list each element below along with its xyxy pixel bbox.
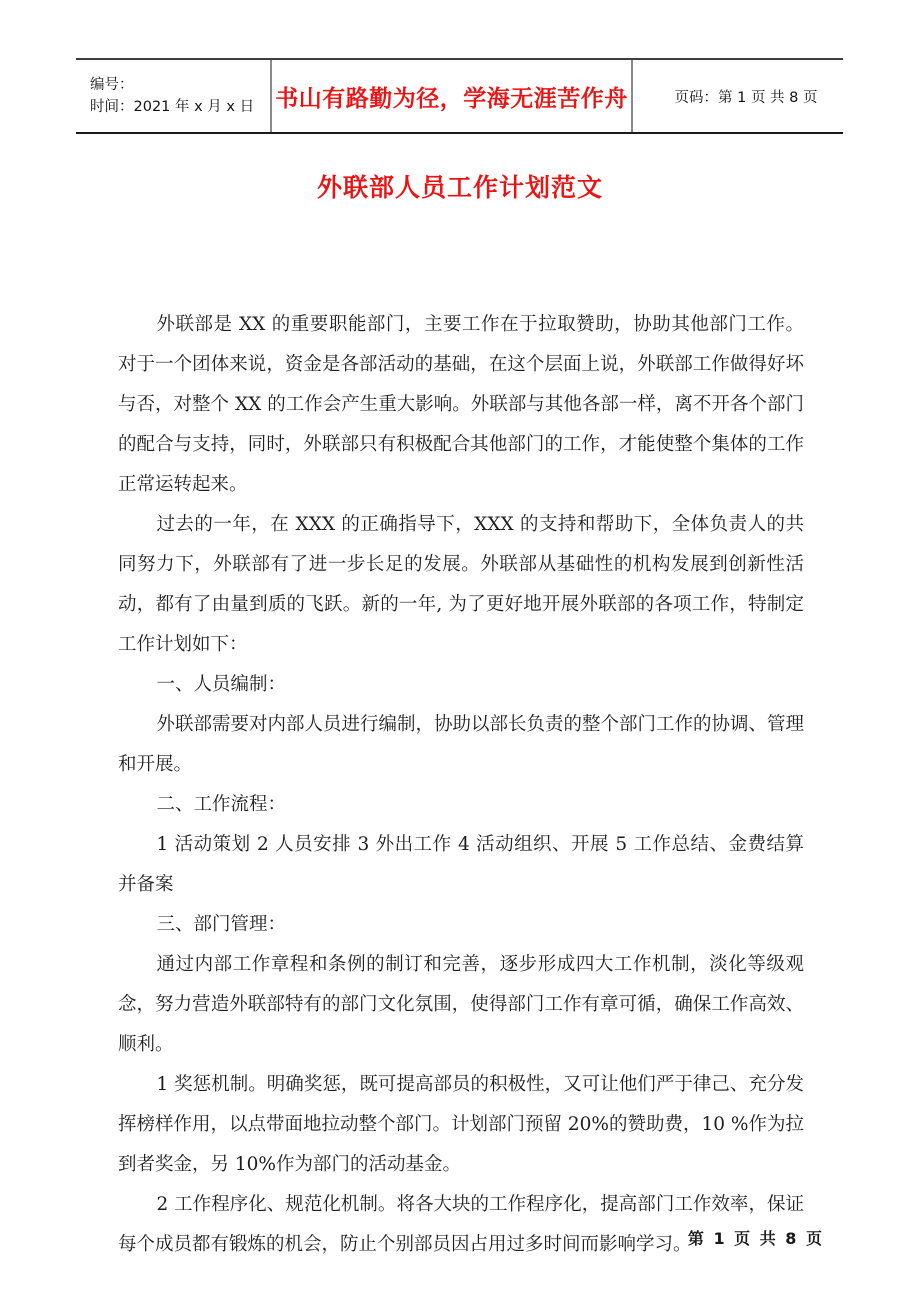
- body-paragraph: 2 工作程序化、规范化机制。将各大块的工作程序化，提高部门工作效率，保证每个成员都有锻炼的机会，防止个别部员因占用过多时间而影响学习。: [118, 1194, 804, 1255]
- header-time-label: 时间：2021 年 x 月 x 日: [90, 99, 255, 115]
- header-motto-text: 书山有路勤为径，学海无涯苦作舟: [275, 85, 628, 112]
- header-cell-page-info: [633, 60, 843, 132]
- page-footer: [0, 1226, 920, 1249]
- header-page-info-text: 页码：第 1 页 共 8 页: [674, 89, 818, 106]
- body-paragraph: 外联部是 XX 的重要职能部门，主要工作在于拉取赞助，协助其他部门工作。对于一个团体来说，资金是各部活动的基础，在这个层面上说，外联部工作做得好坏与否，对整个 XX 的工作会产生重大影响。外联部与其他各部一样，离不开各个部门的配合与支持，同时，外联部只有积极配合其他部门的工作，才能使整个集体的工作正常运转起来。: [118, 314, 804, 495]
- body-paragraph: 通过内部工作章程和条例的制订和完善，逐步形成四大工作机制，淡化等级观念，努力营造外联部特有的部门文化氛围，使得部门工作有章可循，确保工作高效、顺利。: [118, 954, 804, 1055]
- header-cell-motto: [272, 60, 633, 132]
- footer-page-number: 第 1 页 共 8 页: [687, 1229, 824, 1248]
- body-paragraph: 外联部需要对内部人员进行编制，协助以部长负责的整个部门工作的协调、管理和开展。: [118, 714, 804, 775]
- body-paragraph: 1 奖惩机制。明确奖惩，既可提高部员的积极性，又可让他们严于律己、充分发挥榜样作用，以点带面地拉动整个部门。计划部门预留 20%的赞助费，10 %作为拉到者奖金，另 10%作为部门的活动基金。: [118, 1074, 805, 1175]
- body-paragraph: 过去的一年，在 XXX 的正确指导下，XXX 的支持和帮助下，全体负责人的共同努力下，外联部有了进一步长足的发展。外联部从基础性的机构发展到创新性活动，都有了由量到质的飞跃。新的一年, 为了更好地开展外联部的各项工作，特制定工作计划如下：: [118, 514, 804, 655]
- body-paragraph: 1 活动策划 2 人员安排 3 外出工作 4 活动组织、开展 5 工作总结、金费结算并备案: [118, 834, 804, 895]
- body-heading-section-1: 一、人员编制：: [156, 674, 286, 695]
- document-header-table: [76, 58, 843, 134]
- body-heading-section-2: 二、工作流程：: [156, 794, 286, 815]
- page-title: 外联部人员工作计划范文: [316, 173, 603, 202]
- document-body: [118, 305, 804, 1265]
- header-serial-label: 编号：: [90, 76, 134, 93]
- body-heading-section-3: 三、部门管理：: [156, 914, 286, 935]
- header-cell-meta: [76, 60, 272, 132]
